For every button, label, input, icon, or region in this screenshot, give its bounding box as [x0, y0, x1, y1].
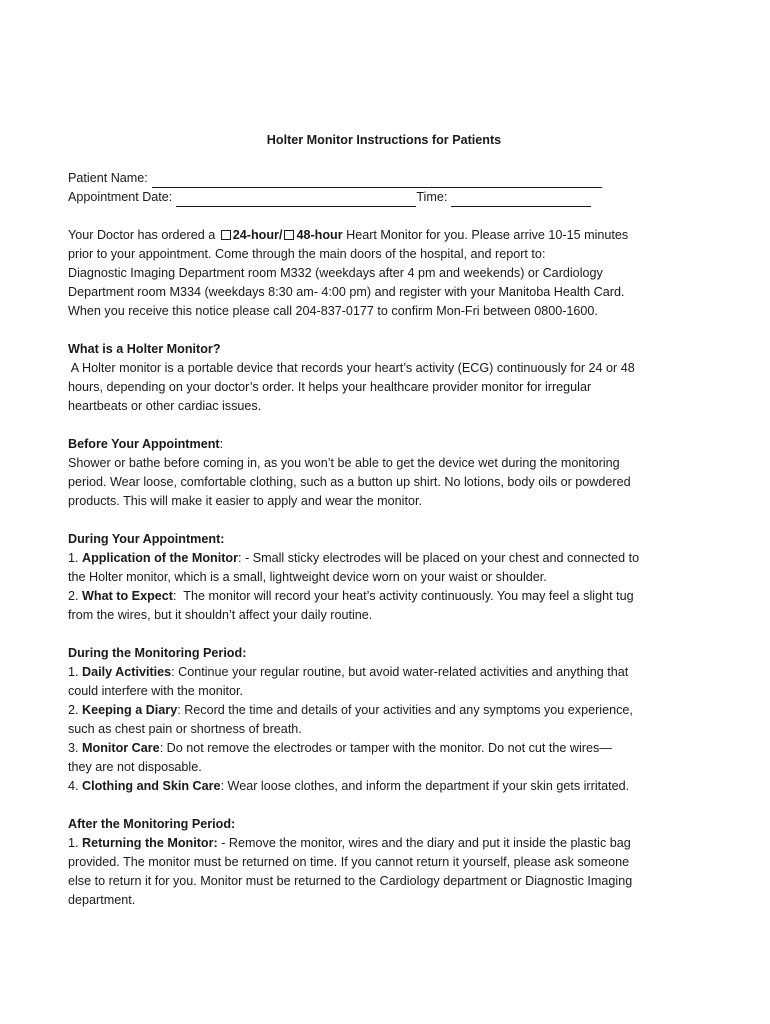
monitoring-section: [68, 644, 710, 796]
time-label: Time:: [416, 190, 448, 204]
intro-line: prior to your appointment. Come through the main doors of the hospital, and report to:: [68, 247, 546, 261]
item-text: : Do not remove the electrodes or tamper with the monitor. Do not cut the wires—: [159, 741, 612, 755]
monitoring-heading: During the Monitoring Period:: [68, 646, 247, 660]
list-item-continued: could interfere with the monitor.: [68, 684, 244, 698]
before-line: period. Wear loose, comfortable clothing, such as a button up shirt. No lotions, body oils or powdered: [68, 475, 631, 489]
item-title: Clothing and Skin Care: [82, 779, 221, 793]
list-item-continued: such as chest pain or shortness of breath.: [68, 722, 302, 736]
item-text: : Wear loose clothes, and inform the department if your skin gets irritated.: [220, 779, 630, 793]
item-text: : Continue your regular routine, but avoid water-related activities and anything that: [171, 665, 629, 679]
item-number: 2.: [68, 589, 83, 603]
intro-line: [68, 226, 710, 245]
item-text: : The monitor will record your heat’s activity continuously. You may feel a slight tug: [172, 589, 634, 603]
checkbox-48-hour[interactable]: [284, 230, 294, 240]
item-number: 2.: [68, 703, 83, 717]
patient-name-row: [68, 169, 710, 188]
document-title: Holter Monitor Instructions for Patients: [266, 133, 502, 147]
list-item: [68, 587, 710, 606]
checkbox-24-hour[interactable]: [221, 230, 231, 240]
what-heading: What is a Holter Monitor?: [68, 342, 221, 356]
what-section: [68, 340, 710, 416]
intro-section: [68, 226, 710, 321]
list-item-continued: provided. The monitor must be returned on time. If you cannot return it yourself, please ask someone: [68, 855, 630, 869]
list-item: [68, 777, 710, 796]
item-text: : Record the time and details of your activities and any symptoms you experience,: [177, 703, 633, 717]
list-item: [68, 549, 710, 568]
list-item-continued: the Holter monitor, which is a small, lightweight device worn on your waist or shoulder.: [68, 570, 547, 584]
during-heading: During Your Appointment:: [68, 532, 225, 546]
item-number: 1.: [68, 836, 83, 850]
option-24-hour: 24-hour/: [232, 228, 283, 242]
item-title: Application of the Monitor: [82, 551, 239, 565]
before-heading: Before Your Appointment: [68, 437, 220, 451]
after-heading: After the Monitoring Period:: [68, 817, 236, 831]
item-title: Monitor Care: [82, 741, 160, 755]
appointment-row: [68, 188, 710, 207]
item-title: Keeping a Diary: [82, 703, 178, 717]
item-number: 3.: [68, 741, 83, 755]
item-number: 4.: [68, 779, 83, 793]
item-text: - Remove the monitor, wires and the diary and put it inside the plastic bag: [217, 836, 631, 850]
list-item: [68, 834, 710, 853]
list-item: [68, 739, 710, 758]
what-line: A Holter monitor is a portable device that records your heart’s activity (ECG) continuously for 24 or 48: [68, 361, 635, 375]
list-item-continued: else to return it for you. Monitor must be returned to the Cardiology department or Diagnostic Imaging: [68, 874, 633, 888]
before-heading-line: [68, 435, 710, 454]
list-item-continued: from the wires, but it shouldn’t affect your daily routine.: [68, 608, 373, 622]
option-48-hour: 48-hour: [296, 228, 343, 242]
intro-line: Department room M334 (weekdays 8:30 am- 4:00 pm) and register with your Manitoba Health Card.: [68, 285, 625, 299]
item-text: : - Small sticky electrodes will be placed on your chest and connected to: [238, 551, 640, 565]
item-number: 1.: [68, 665, 83, 679]
intro-text: Your Doctor has ordered a: [68, 228, 216, 242]
list-item-continued: they are not disposable.: [68, 760, 202, 774]
list-item-continued: department.: [68, 893, 136, 907]
appointment-date-field[interactable]: [176, 191, 416, 207]
list-item: [68, 701, 710, 720]
after-section: [68, 815, 710, 910]
item-title: Returning the Monitor:: [82, 836, 218, 850]
before-line: products. This will make it easier to apply and wear the monitor.: [68, 494, 422, 508]
what-line: heartbeats or other cardiac issues.: [68, 399, 262, 413]
before-line: Shower or bathe before coming in, as you won’t be able to get the device wet during the monitoring: [68, 456, 620, 470]
before-heading-colon: :: [219, 437, 224, 451]
during-appointment-section: [68, 530, 710, 625]
intro-text: Heart Monitor for you. Please arrive 10-15 minutes: [346, 228, 629, 242]
item-title: What to Expect: [82, 589, 173, 603]
patient-name-label: Patient Name:: [68, 171, 148, 185]
intro-line: When you receive this notice please call 204-837-0177 to confirm Mon-Fri between 0800-1600.: [68, 304, 598, 318]
list-item: [68, 663, 710, 682]
intro-line: Diagnostic Imaging Department room M332 (weekdays after 4 pm and weekends) or Cardiology: [68, 266, 603, 280]
before-section: [68, 435, 710, 511]
patient-name-field[interactable]: [152, 172, 602, 188]
item-title: Daily Activities: [82, 665, 172, 679]
time-field[interactable]: [451, 191, 591, 207]
what-line: hours, depending on your doctor’s order. It helps your healthcare provider monitor for irregular: [68, 380, 592, 394]
appointment-date-label: Appointment Date:: [68, 190, 173, 204]
item-number: 1.: [68, 551, 83, 565]
